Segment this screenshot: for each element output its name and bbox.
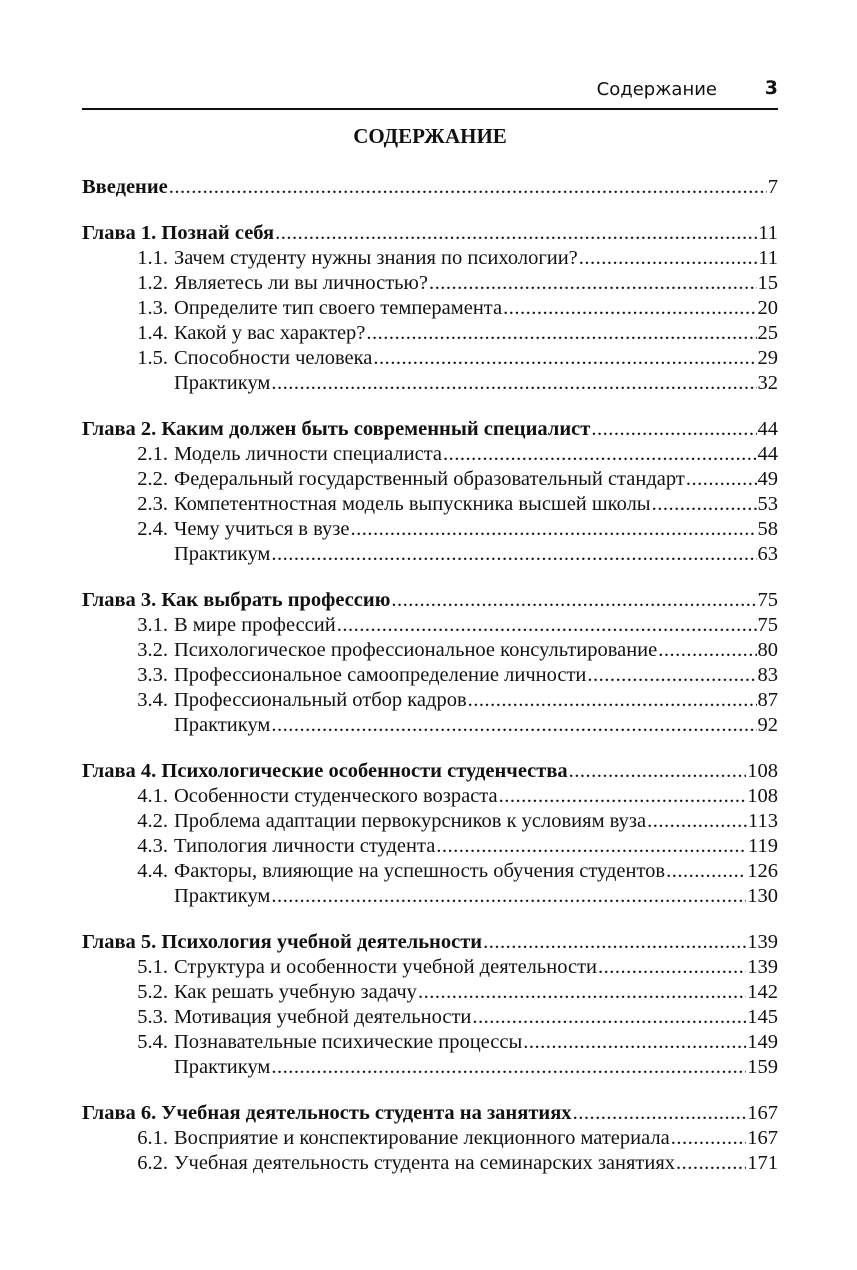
toc-entry-page: 139: [747, 956, 778, 978]
dot-leader: [598, 955, 746, 980]
toc-entry-page: 92: [757, 714, 778, 736]
toc-entry-page: 167: [747, 1127, 778, 1149]
toc-entry-text: Способности человека: [174, 347, 373, 369]
toc-section-number: 6.2.: [137, 1152, 168, 1174]
toc-entry-section[interactable]: [82, 809, 778, 834]
toc-entry-text: Определите тип своего темперамента: [174, 297, 503, 319]
toc-entry-section[interactable]: [82, 955, 778, 980]
toc-entry-text: Практикум: [174, 543, 271, 565]
toc-section-number: 3.3.: [137, 664, 168, 686]
dot-leader: [391, 588, 756, 613]
toc-entry-page: 142: [747, 981, 778, 1003]
page-header: [82, 74, 778, 110]
toc-entry-text: Компетентностная модель выпускника высшей школы: [174, 493, 651, 515]
toc-entry-page: 75: [757, 614, 778, 636]
dot-leader: [468, 688, 757, 713]
toc-entry-text: Мотивация учебной деятельности: [174, 1006, 472, 1028]
toc-section-number: 1.3.: [137, 297, 168, 319]
toc-entry-section[interactable]: [82, 663, 778, 688]
toc-section-number: 1.1.: [137, 247, 168, 269]
toc-entry-page: 32: [757, 372, 778, 394]
dot-leader: [658, 638, 756, 663]
toc-entry-page: 139: [747, 931, 778, 953]
toc-entry-section[interactable]: [82, 859, 778, 884]
dot-leader: [647, 809, 747, 834]
toc-entry-chapter[interactable]: [82, 930, 778, 955]
toc-entry-text: Факторы, влияющие на успешность обучения студентов: [174, 860, 666, 882]
toc-entry-text: Познавательные психические процессы: [174, 1031, 523, 1053]
toc-entry-text: Как решать учебную задачу: [174, 981, 417, 1003]
dot-leader: [443, 442, 756, 467]
toc-entry-text: Модель личности специалиста: [174, 443, 443, 465]
toc-title: СОДЕРЖАНИЕ: [353, 124, 507, 148]
toc-entry-text: Структура и особенности учебной деятельности: [174, 956, 598, 978]
toc-entry-page: 29: [757, 347, 778, 369]
dot-leader: [275, 221, 757, 246]
toc-section-number: 5.3.: [137, 1006, 168, 1028]
toc-entry-text: Проблема адаптации первокурсников к условиям вуза: [174, 810, 647, 832]
dot-leader: [366, 321, 756, 346]
dot-leader: [472, 1005, 746, 1030]
dot-leader: [573, 1101, 747, 1126]
toc-entry-page: 80: [757, 639, 778, 661]
toc-entry-section[interactable]: [82, 834, 778, 859]
toc-entry-section[interactable]: [82, 638, 778, 663]
toc-entry-text: Практикум: [174, 714, 271, 736]
toc-entry-practicum[interactable]: [82, 884, 778, 909]
toc-chapter-title: Глава 4. Психологические особенности студенчества: [82, 760, 568, 782]
toc-entry-text: Практикум: [174, 1056, 271, 1078]
toc-entry-text: Восприятие и конспектирование лекционного материала: [174, 1127, 670, 1149]
toc-section-number: 4.4.: [137, 860, 168, 882]
toc-entry-chapter[interactable]: [82, 1101, 778, 1126]
toc-entry-page: 53: [757, 493, 778, 515]
toc-entry-section[interactable]: [82, 442, 778, 467]
dot-leader: [579, 246, 757, 271]
toc-entry-text: Практикум: [174, 372, 271, 394]
toc-entry-chapter[interactable]: [82, 221, 778, 246]
toc-entry-page: 20: [757, 297, 778, 319]
toc-entry-section[interactable]: [82, 784, 778, 809]
toc-entry-text: Практикум: [174, 885, 271, 907]
dot-leader: [686, 467, 757, 492]
toc-entry-page: 63: [757, 543, 778, 565]
dot-leader: [503, 296, 756, 321]
toc-entry-page: 171: [747, 1152, 778, 1174]
toc-entry-page: 15: [757, 272, 778, 294]
toc-entry-practicum[interactable]: [82, 371, 778, 396]
toc-entry-page: 119: [748, 835, 778, 857]
toc-entry-page: 25: [757, 322, 778, 344]
toc-entry-practicum[interactable]: [82, 713, 778, 738]
toc-entry-text: Какой у вас характер?: [174, 322, 366, 344]
dot-leader: [666, 859, 746, 884]
dot-leader: [591, 417, 756, 442]
toc-entry-section[interactable]: [82, 517, 778, 542]
toc-entry-page: 11: [758, 222, 778, 244]
dot-leader: [271, 1055, 746, 1080]
toc-section-number: 1.2.: [137, 272, 168, 294]
toc-entry-page: 75: [757, 589, 778, 611]
toc-entry-page: 49: [757, 468, 778, 490]
toc-entry-practicum[interactable]: [82, 542, 778, 567]
toc-entry-text: Федеральный государственный образовательный стандарт: [174, 468, 685, 490]
toc-entry-text: Зачем студенту нужны знания по психологии?: [174, 247, 578, 269]
toc-section-number: 3.1.: [137, 614, 168, 636]
dot-leader: [351, 517, 757, 542]
toc-section-number: 4.3.: [137, 835, 168, 857]
toc-section-number: 1.5.: [137, 347, 168, 369]
toc-entry-section[interactable]: [82, 296, 778, 321]
toc-entry-page: 108: [747, 785, 778, 807]
toc-entry-text: Типология личности студента: [174, 835, 436, 857]
toc-chapter-title: Глава 6. Учебная деятельность студента на занятиях: [82, 1102, 572, 1124]
toc-entry-page: 11: [758, 247, 778, 269]
toc-entry-section[interactable]: [82, 1005, 778, 1030]
dot-leader: [271, 371, 756, 396]
toc-section-number: 2.2.: [137, 468, 168, 490]
toc-entry-section[interactable]: [82, 346, 778, 371]
dot-leader: [169, 175, 767, 200]
toc-entry-page: 130: [747, 885, 778, 907]
toc-entry-section[interactable]: [82, 246, 778, 271]
dot-leader: [418, 980, 746, 1005]
toc-entry-text: Являетесь ли вы личностью?: [174, 272, 428, 294]
toc-entry-page: 159: [747, 1056, 778, 1078]
toc-entry-intro[interactable]: [82, 175, 778, 200]
dot-leader: [436, 834, 747, 859]
toc-entry-chapter[interactable]: [82, 759, 778, 784]
toc-entry-chapter[interactable]: [82, 588, 778, 613]
toc-entry-chapter[interactable]: [82, 417, 778, 442]
toc-entry-page: 149: [747, 1031, 778, 1053]
toc-entry-page: 87: [757, 689, 778, 711]
toc-entry-page: 83: [757, 664, 778, 686]
dot-leader: [523, 1030, 746, 1055]
toc-entry-text: Учебная деятельность студента на семинарских занятиях: [174, 1152, 676, 1174]
toc-section-number: 5.1.: [137, 956, 168, 978]
toc-entry-page: 126: [747, 860, 778, 882]
dot-leader: [271, 542, 756, 567]
toc-chapter-title: Глава 2. Каким должен быть современный специалист: [82, 418, 591, 440]
toc-entry-section[interactable]: [82, 271, 778, 296]
toc-entry-page: 108: [747, 760, 778, 782]
dot-leader: [671, 1126, 747, 1151]
toc-section-number: 4.2.: [137, 810, 168, 832]
toc-section-number: 1.4.: [137, 322, 168, 344]
toc-entry-page: 44: [757, 418, 778, 440]
toc-chapter-title: Глава 5. Психология учебной деятельности: [82, 931, 483, 953]
dot-leader: [337, 613, 757, 638]
toc-entry-text: Психологическое профессиональное консультирование: [174, 639, 658, 661]
toc-section-number: 6.1.: [137, 1127, 168, 1149]
toc-entry-section[interactable]: [82, 688, 778, 713]
toc-entry-section[interactable]: [82, 1126, 778, 1151]
toc-entry-page: 113: [748, 810, 778, 832]
toc-entry-text: Чему учиться в вузе: [174, 518, 350, 540]
toc-entry-practicum[interactable]: [82, 1055, 778, 1080]
toc-entry-page: 145: [747, 1006, 778, 1028]
dot-leader: [499, 784, 747, 809]
toc-entry-text: Особенности студенческого возраста: [174, 785, 498, 807]
toc-entry-section[interactable]: [82, 492, 778, 517]
toc-section-number: 2.1.: [137, 443, 168, 465]
toc-section-number: 2.4.: [137, 518, 168, 540]
toc-entry-section[interactable]: [82, 980, 778, 1005]
dot-leader: [373, 346, 756, 371]
toc-section-number: 5.4.: [137, 1031, 168, 1053]
toc-entry-section[interactable]: [82, 613, 778, 638]
table-of-contents: [82, 175, 778, 1176]
toc-entry-text: Профессиональное самоопределение личности: [174, 664, 587, 686]
toc-section-number: 4.1.: [137, 785, 168, 807]
toc-section-number: 2.3.: [137, 493, 168, 515]
toc-entry-section[interactable]: [82, 1151, 778, 1176]
toc-chapter-title: Глава 3. Как выбрать профессию: [82, 589, 391, 611]
dot-leader: [429, 271, 757, 296]
toc-section-number: 3.2.: [137, 639, 168, 661]
dot-leader: [676, 1151, 746, 1176]
toc-entry-section[interactable]: [82, 321, 778, 346]
toc-entry-section[interactable]: [82, 1030, 778, 1055]
toc-entry-page: 58: [757, 518, 778, 540]
toc-entry-text: В мире профессий: [174, 614, 336, 636]
running-title: Содержание: [596, 79, 717, 100]
toc-entry-text: Профессиональный отбор кадров: [174, 689, 467, 711]
dot-leader: [271, 884, 746, 909]
toc-chapter-title: Глава 1. Познай себя: [82, 222, 275, 244]
dot-leader: [569, 759, 747, 784]
toc-section-number: 5.2.: [137, 981, 168, 1003]
dot-leader: [483, 930, 746, 955]
toc-entry-page: 7: [767, 176, 778, 198]
toc-entry-page: 44: [757, 443, 778, 465]
toc-entry-text: Введение: [82, 176, 168, 198]
toc-entry-section[interactable]: [82, 467, 778, 492]
toc-entry-page: 167: [747, 1102, 778, 1124]
dot-leader: [271, 713, 756, 738]
toc-section-number: 3.4.: [137, 689, 168, 711]
dot-leader: [652, 492, 757, 517]
dot-leader: [587, 663, 756, 688]
page-number: 3: [764, 77, 778, 99]
